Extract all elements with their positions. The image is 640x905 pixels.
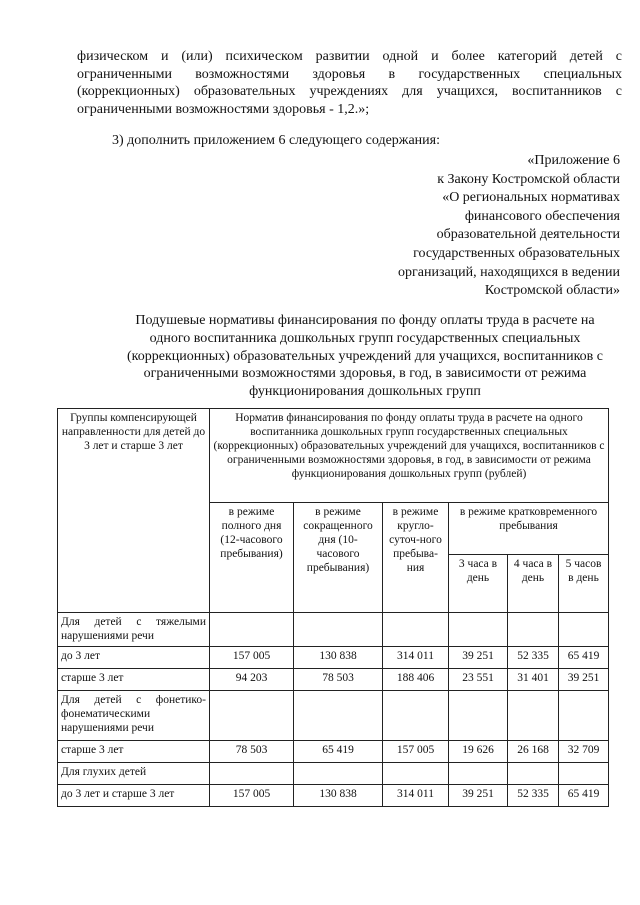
value-cell: 65 419 [559,785,609,807]
brief-3h-header: 3 часа в день [449,555,508,613]
value-cell [508,763,559,785]
appendix-line: организаций, находящихся в ведении [398,264,620,280]
value-cell: 157 005 [383,741,449,763]
table-heading [95,312,635,401]
heading-line: ограниченными возможностями здоровья, в год, в зависимости от режима [143,366,587,382]
appendix-line: образовательной деятельности [436,227,620,243]
row-label: Для глухих детей [58,763,210,785]
heading-line: (коррекционных) образовательных учреждений для учащихся, воспитанников с [127,348,603,364]
intro-line: (коррекционных) образовательных учреждениях для учащихся, воспитанников с [77,84,622,100]
value-cell: 78 503 [294,669,383,691]
table-section-row [58,691,609,741]
value-cell: 39 251 [449,647,508,669]
value-cell [210,613,294,647]
value-cell [449,613,508,647]
intro-line: физическом и (или) психическом развитии одной и более категорий детей с [77,49,622,64]
table-row [58,785,609,807]
appendix-line: «О региональных нормативах [442,190,620,206]
heading-line: функционирования дошкольных групп [249,384,481,400]
row-label: до 3 лет [58,647,210,669]
value-cell [210,763,294,785]
value-cell [559,763,609,785]
mode-full-day-header: в режиме полного дня (12-часового пребывания) [210,503,294,613]
value-cell: 94 203 [210,669,294,691]
value-cell [294,691,383,741]
value-cell [508,613,559,647]
value-cell: 314 011 [383,785,449,807]
appendix-line: Костромской области» [484,283,620,299]
row-label: старше 3 лет [58,741,210,763]
brief-4h-header: 4 часа в день [508,555,559,613]
appendix-line: к Закону Костромской области [437,171,620,187]
value-cell [383,763,449,785]
value-cell: 52 335 [508,785,559,807]
group-column-header: Группы компенсирующей направленности для детей до 3 лет и старше 3 лет [58,409,210,613]
appendix-line: финансового обеспечения [464,208,620,224]
intro-line: ограниченными возможностями здоровья - 1,2.»; [77,101,370,117]
row-label: Для детей с тяжелыми нарушениями речи [58,613,210,647]
value-cell: 157 005 [210,785,294,807]
table-row [58,647,609,669]
value-cell [559,613,609,647]
mode-brief-header: в режиме кратковременного пребывания [449,503,609,555]
value-cell: 130 838 [294,785,383,807]
table-row [58,741,609,763]
value-cell: 78 503 [210,741,294,763]
appendix-block [398,152,620,301]
value-cell: 130 838 [294,647,383,669]
row-label: старше 3 лет [58,669,210,691]
value-cell: 65 419 [294,741,383,763]
table-row [58,669,609,691]
heading-line: Подушевые нормативы финансирования по фонду оплаты труда в расчете на [135,313,595,328]
value-cell: 26 168 [508,741,559,763]
mode-short-day-header: в режиме сокращенного дня (10-часового пребывания) [294,503,383,613]
table-section-row [58,613,609,647]
appendix-line: государственных образовательных [413,245,620,261]
norms-table [57,408,609,807]
value-cell [383,613,449,647]
intro-paragraph [77,48,622,118]
value-cell [449,763,508,785]
row-label: Для детей с фонетико-фонематическими нарушениями речи [58,691,210,741]
value-cell: 23 551 [449,669,508,691]
value-cell [508,691,559,741]
table-body [58,613,609,807]
value-cell: 65 419 [559,647,609,669]
value-cell: 188 406 [383,669,449,691]
value-cell: 39 251 [449,785,508,807]
value-cell: 39 251 [559,669,609,691]
value-cell: 52 335 [508,647,559,669]
row-label: до 3 лет и старше 3 лет [58,785,210,807]
value-cell: 314 011 [383,647,449,669]
heading-line: одного воспитанника дошкольных групп государственных специальных [149,330,581,346]
value-cell: 157 005 [210,647,294,669]
mode-round-the-clock-header: в режиме кругло-суточ-ного пребыва-ния [383,503,449,613]
table-section-row [58,763,609,785]
value-cell: 32 709 [559,741,609,763]
value-cell [559,691,609,741]
norm-main-header: Норматив финансирования по фонду оплаты труда в расчете на одного воспитанника дошкольных групп государственных специальных (коррекционных) образовательных учреждений для учащихся, воспитанников с ограниченными возможностями здоровья, в год, в зависимости от режима функционирования дошкольных групп (рублей) [210,409,609,503]
value-cell [449,691,508,741]
value-cell [294,613,383,647]
item-3: 3) дополнить приложением 6 следующего содержания: [112,133,440,148]
appendix-line: «Приложение 6 [527,153,620,168]
value-cell [294,763,383,785]
value-cell [383,691,449,741]
value-cell [210,691,294,741]
brief-5h-header: 5 часов в день [559,555,609,613]
intro-line: ограниченными возможностями здоровья в государственных специальных [77,66,622,82]
value-cell: 31 401 [508,669,559,691]
value-cell: 19 626 [449,741,508,763]
